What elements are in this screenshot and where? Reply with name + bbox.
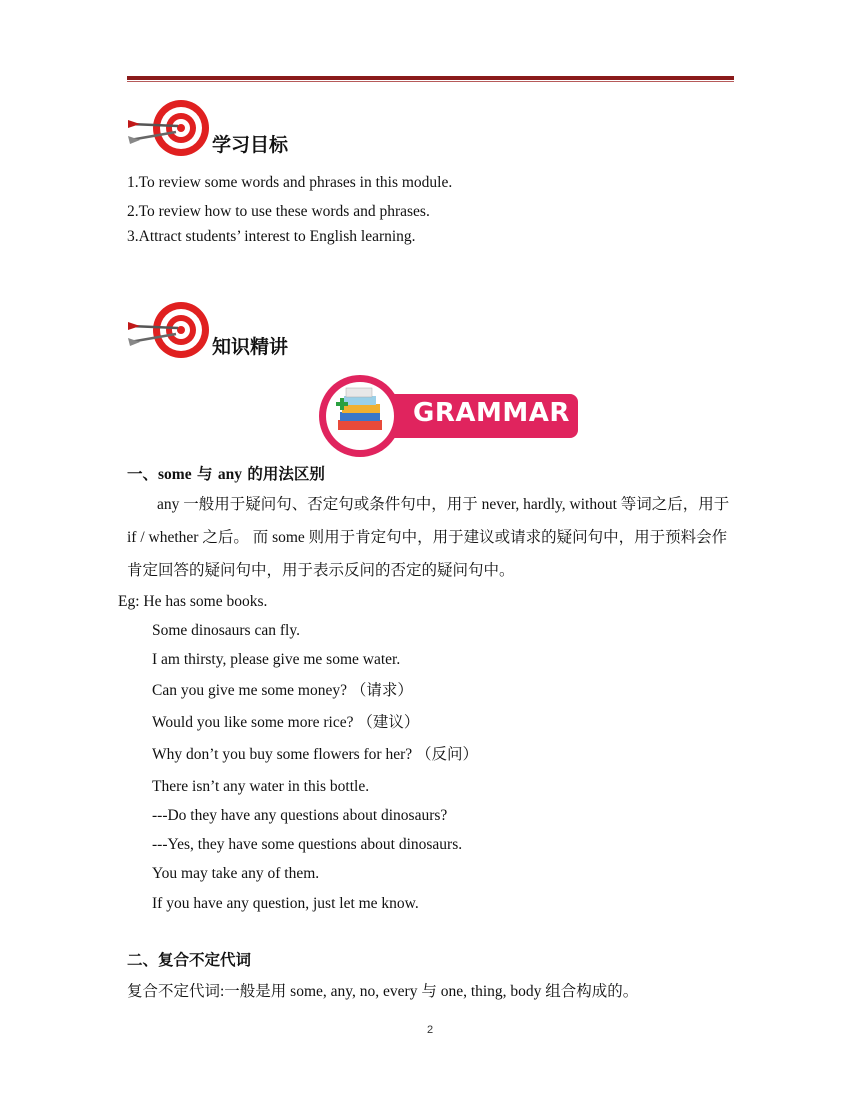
section-two-text: 复合不定代词:一般是用 some, any, no, every 与 one, thing, body 组合构成的。: [127, 983, 639, 1000]
example-line: There isn’t any water in this bottle.: [152, 778, 370, 795]
objective-line: 3.Attract students’ interest to English learning.: [127, 228, 416, 245]
knowledge-heading: [128, 302, 388, 366]
example-line: Some dinosaurs can fly.: [152, 622, 300, 639]
heading-title: 知识精讲: [212, 336, 289, 358]
example-line: Why don’t you buy some flowers for her? （反问）: [152, 746, 479, 763]
example-line: You may take any of them.: [152, 865, 320, 882]
example-line: ---Yes, they have some questions about dinosaurs.: [152, 836, 463, 853]
top-rule: [127, 76, 734, 80]
grammar-badge: [318, 374, 580, 458]
section-one-paragraph: any 一般用于疑问句、否定句或条件句中，用于 never, hardly, without 等词之后，用于 if / whether 之后。 而 some 则用于肯定句中，用于建议或请求的疑问句中，用于预料会作肯定回答的疑问句中，用于表示反问的否定的疑问句中。: [127, 496, 730, 579]
example-line: I am thirsty, please give me some water.: [152, 651, 401, 668]
example-label: Eg: He has some books.: [118, 593, 268, 610]
grammar-label: GRAMMAR: [413, 398, 570, 428]
target-arrow-icon: [128, 100, 212, 162]
example-line: Would you like some more rice? （建议）: [152, 714, 420, 731]
heading-title: 学习目标: [212, 134, 289, 156]
top-rule-thin: [127, 81, 734, 82]
objective-line: 1.To review some words and phrases in this module.: [127, 174, 453, 191]
example-line: Can you give me some money? （请求）: [152, 682, 413, 699]
objectives-heading: [128, 100, 388, 164]
target-arrow-icon: [128, 302, 212, 364]
example-line: If you have any question, just let me know.: [152, 895, 419, 912]
section-one-title: 一、some 与 any 的用法区别: [127, 465, 325, 483]
page-number: 2: [426, 1024, 434, 1036]
objective-line: 2.To review how to use these words and phrases.: [127, 203, 430, 220]
section-two-title: 二、复合不定代词: [127, 951, 252, 969]
example-line: ---Do they have any questions about dinosaurs?: [152, 807, 448, 824]
